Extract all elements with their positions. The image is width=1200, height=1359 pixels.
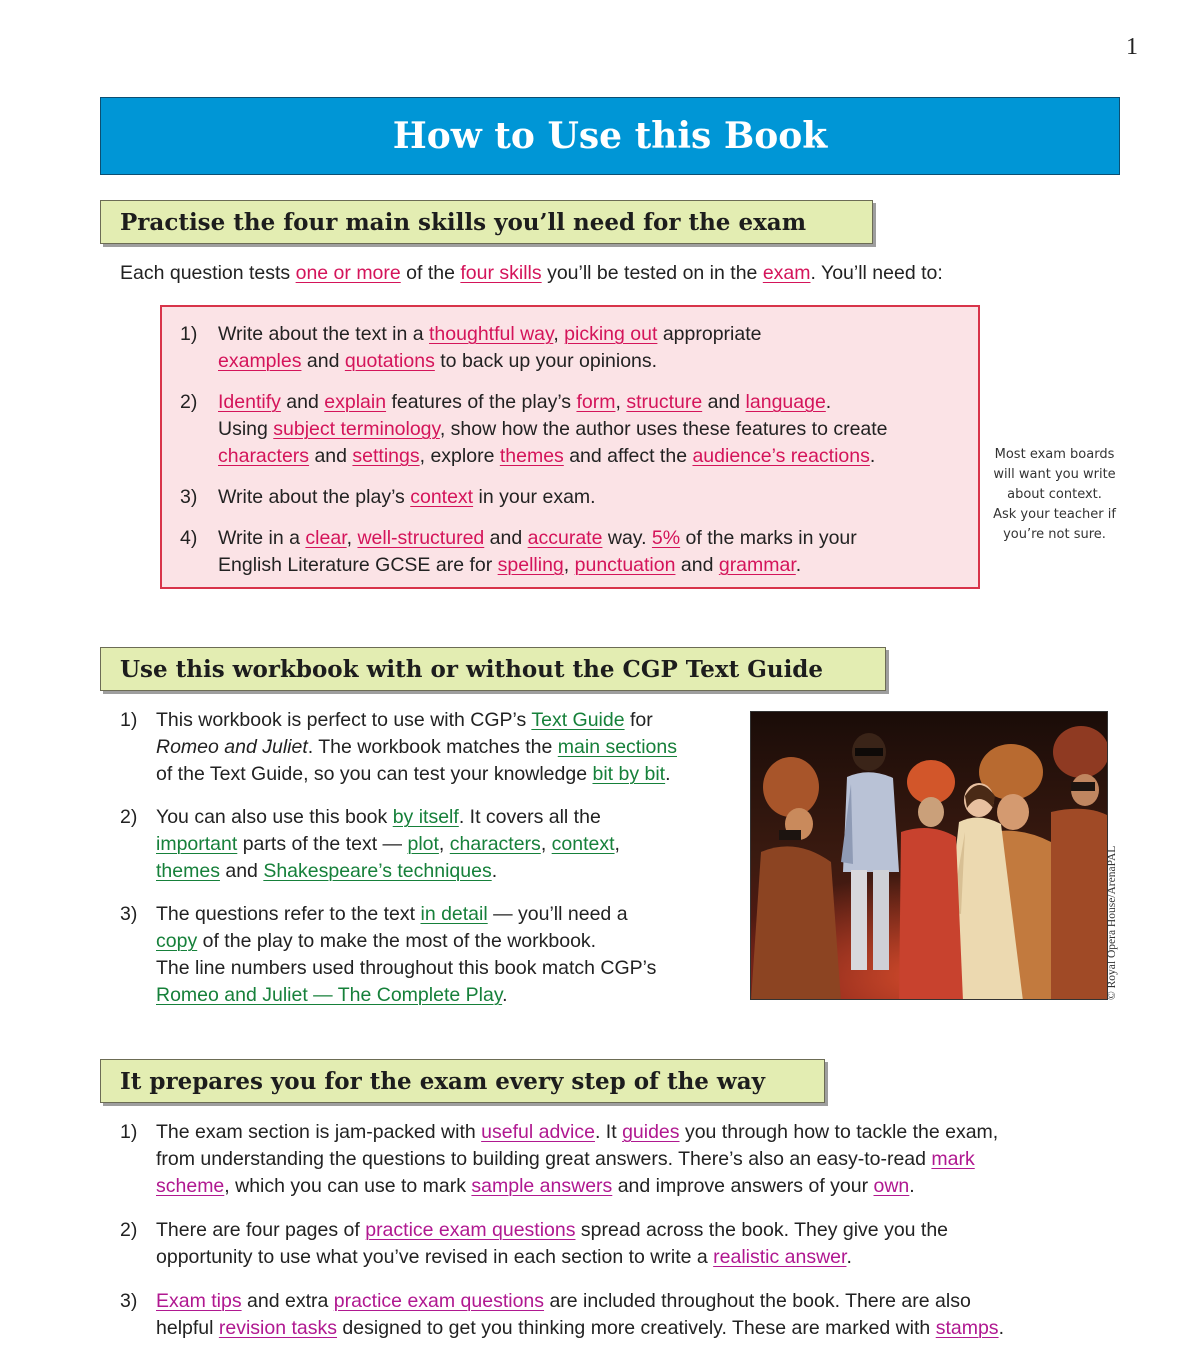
section-heading-workbook (100, 647, 886, 691)
skills-box (160, 305, 980, 589)
stage-scene-illustration (751, 712, 1108, 1000)
key-phrase: one or more (295, 262, 401, 284)
list-item: 2) Identify and explain features of the play’s form, structure and language. Using subject terminology, show how the author uses these features to create characters and settings, explore themes and affect the audience’s reactions. (180, 391, 888, 467)
list-number: 3) (120, 1290, 138, 1312)
key-phrase: Romeo and Juliet — The Complete Play (156, 984, 503, 1006)
key-phrase: themes (156, 860, 220, 882)
key-phrase: revision tasks (218, 1317, 338, 1339)
list-number: 1) (180, 323, 198, 345)
key-phrase: characters (449, 833, 541, 855)
key-phrase: bit by bit (592, 763, 666, 785)
key-phrase: sample answers (471, 1175, 613, 1197)
key-phrase: mark (931, 1148, 975, 1170)
key-phrase: copy (156, 930, 198, 952)
list-item: 3) Exam tips and extra practice exam questions are included throughout the book. There are also helpful revision tasks designed to get you thinking more creatively. These are marked with stamps. (120, 1290, 1004, 1339)
key-phrase: four skills (460, 262, 542, 284)
key-phrase: quotations (344, 350, 435, 372)
key-phrase: characters (218, 445, 310, 467)
list-item: 2) You can also use this book by itself. It covers all the important parts of the text — plot, characters, context, themes and Shakespeare’s techniques. (120, 806, 620, 882)
key-phrase: context (551, 833, 615, 855)
key-phrase: useful advice (481, 1121, 595, 1143)
key-phrase: own (873, 1175, 910, 1197)
key-phrase: picking out (564, 323, 658, 345)
key-phrase: in detail (420, 903, 488, 925)
list-number: 2) (120, 1219, 138, 1241)
side-note: Most exam boards will want you write about context. Ask your teacher if you’re not sure. (993, 447, 1116, 542)
list-number: 1) (120, 709, 138, 731)
key-phrase: structure (626, 391, 703, 413)
list-number: 2) (180, 391, 198, 413)
list-number: 1) (120, 1121, 138, 1143)
key-phrase: context (410, 486, 474, 508)
key-phrase: Text Guide (531, 709, 625, 731)
section-heading-exam-prep (100, 1059, 825, 1103)
key-phrase: thoughtful way (429, 323, 554, 345)
key-phrase: important (156, 833, 238, 855)
list-number: 3) (180, 486, 198, 508)
section-heading-skills (100, 200, 873, 244)
key-phrase: themes (499, 445, 564, 467)
list-item: 1) Write about the text in a thoughtful way, picking out appropriate examples and quotations to back up your opinions. (180, 323, 762, 372)
key-phrase: Exam tips (156, 1290, 242, 1312)
key-phrase: exam (762, 262, 811, 284)
section-heading-text: It prepares you for the exam every step of the way (120, 1067, 765, 1095)
page-title: How to Use this Book (392, 115, 828, 157)
key-phrase: spelling (497, 554, 564, 576)
title-banner (100, 97, 1120, 175)
list-item: 3) The questions refer to the text in detail — you’ll need a copy of the play to make the most of the workbook. The line numbers used throughout this book match CGP’s Romeo and Juliet — The Complete Play. (120, 903, 657, 1006)
list-item: 2) There are four pages of practice exam questions spread across the book. They give you the opportunity to use what you’ve revised in each section to write a realistic answer. (120, 1219, 949, 1268)
key-phrase: Identify (218, 391, 281, 413)
play-photo (750, 711, 1108, 1000)
key-phrase: explain (324, 391, 387, 413)
key-phrase: accurate (527, 527, 603, 549)
key-phrase: Shakespeare’s techniques (263, 860, 492, 882)
key-phrase: settings (352, 445, 420, 467)
key-phrase: main sections (557, 736, 677, 758)
exam-prep-list (120, 1119, 1120, 1359)
key-phrase: plot (407, 833, 439, 855)
key-phrase: language (745, 391, 826, 413)
skills-intro: Each question tests one or more of the four skills you’ll be tested on in the exam. You’ll need to: (120, 262, 943, 284)
play-title: Romeo and Juliet (156, 736, 308, 758)
key-phrase: grammar (718, 554, 796, 576)
list-item: 1) This workbook is perfect to use with CGP’s Text Guide for Romeo and Juliet. The workbook matches the main sections of the Text Guide, so you can test your knowledge bit by bit. (120, 709, 677, 785)
key-phrase: 5% (651, 527, 681, 549)
page-number: 1 (1126, 34, 1138, 60)
key-phrase: stamps (935, 1317, 999, 1339)
workbook-list (120, 707, 745, 1025)
list-item: 1) The exam section is jam-packed with useful advice. It guides you through how to tackle the exam, from understanding the questions to building great answers. There’s also an easy-to-read mark scheme, which you can use to mark sample answers and improve answers of your own. (120, 1121, 999, 1197)
list-number: 4) (180, 527, 198, 549)
key-phrase: practice exam questions (333, 1290, 545, 1312)
key-phrase: form (576, 391, 616, 413)
key-phrase: well-structured (357, 527, 485, 549)
key-phrase: by itself (392, 806, 459, 828)
key-phrase: realistic answer (713, 1246, 847, 1268)
key-phrase: scheme (156, 1175, 225, 1197)
key-phrase: punctuation (574, 554, 676, 576)
key-phrase: practice exam questions (365, 1219, 576, 1241)
key-phrase: clear (305, 527, 347, 549)
list-item: 4) Write in a clear, well-structured and accurate way. 5% of the marks in your English Literature GCSE are for spelling, punctuation and grammar. (180, 527, 857, 576)
list-number: 3) (120, 903, 138, 925)
photo-credit: © Royal Opera House/ArenaPAL (1106, 845, 1118, 1000)
list-number: 2) (120, 806, 138, 828)
key-phrase: audience’s reactions (692, 445, 870, 467)
skills-list (180, 321, 960, 593)
section-heading-text: Use this workbook with or without the CGP Text Guide (120, 655, 824, 683)
key-phrase: guides (622, 1121, 680, 1143)
key-phrase: subject terminology (273, 418, 440, 440)
section-heading-text: Practise the four main skills you’ll need for the exam (120, 208, 807, 236)
list-item: 3) Write about the play’s context in your exam. (180, 484, 960, 511)
key-phrase: examples (218, 350, 302, 372)
